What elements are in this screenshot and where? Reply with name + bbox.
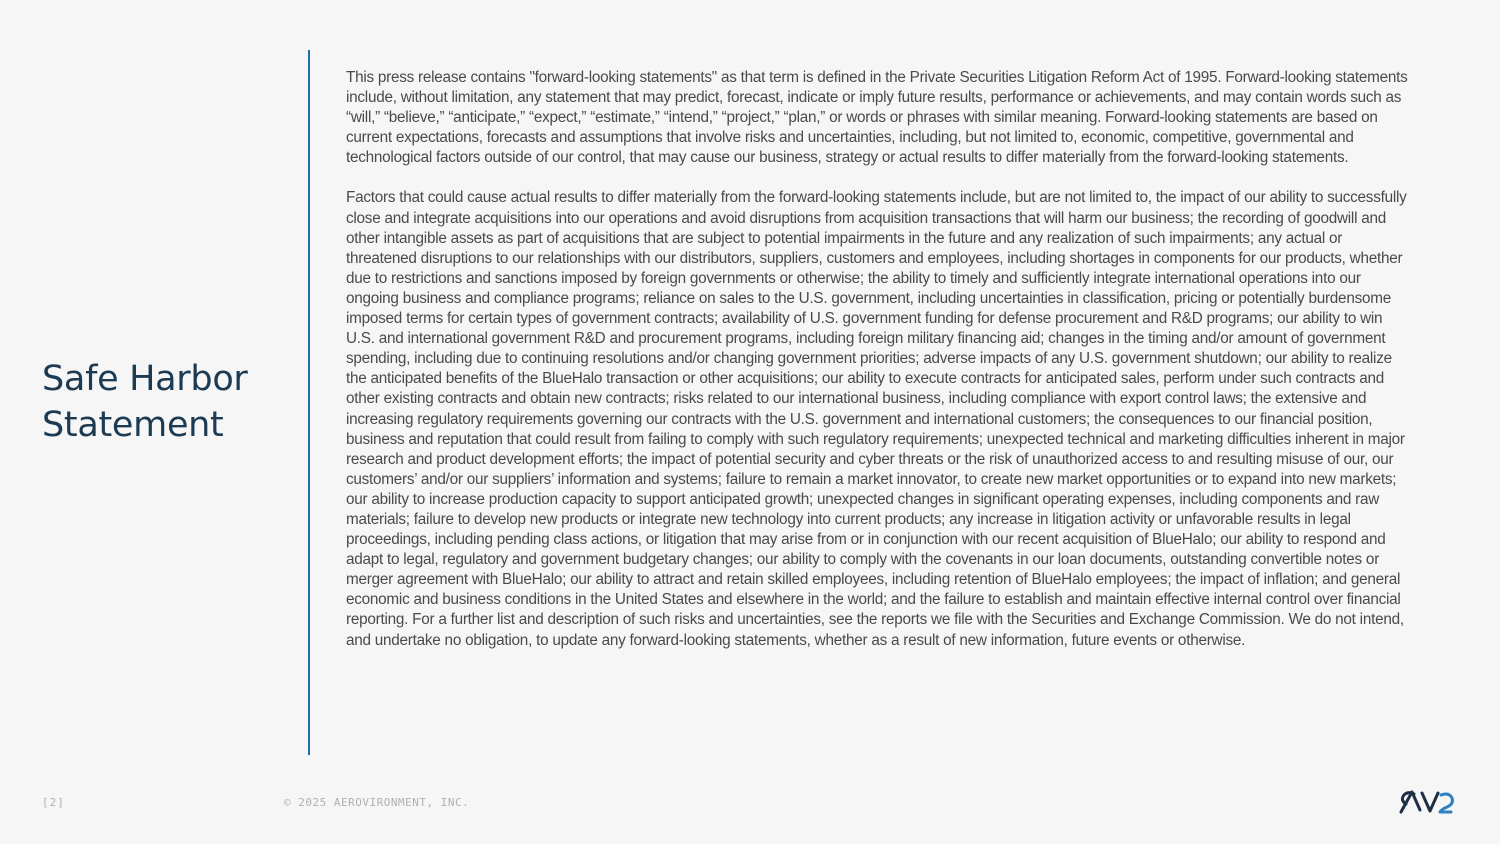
statement-paragraph-1: This press release contains "forward-looking statements" as that term is defined in the Private Securities Litigation Reform Act of 1995. Forward-looking statements include, without limitation, any statement that may predict, forecast, indicate or imply future results, performance or achievements, and may contain words such as “will,” “believe,” “anticipate,” “expect,” “estimate,” “intend,” “project,” “plan,” or words or phrases with similar meaning. Forward-looking statements are based on current expectations, forecasts and assumptions that involve risks and uncertainties, including, but not limited to, economic, competitive, governmental and technological factors outside of our control, that may cause our business, strategy or actual results to differ materially from the forward-looking statements. (346, 69, 1408, 167)
av-logo-icon (1398, 786, 1456, 818)
vertical-divider (308, 50, 310, 755)
statement-body (346, 68, 1412, 671)
slide-title (42, 356, 292, 448)
copyright-notice: © 2025 AEROVIRONMENT, INC. (284, 796, 470, 809)
slide-title-line2: Statement (42, 405, 224, 445)
statement-paragraph-2: Factors that could cause actual results to differ materially from the forward-looking statements include, but are not limited to, the impact of our ability to successfully close and integrate acquisitions into our operations and avoid disruptions from acquisition transactions that will harm our business; the recording of goodwill and other intangible assets as part of acquisitions that are subject to potential impairments in the future and any realization of such impairments; any actual or threatened disruptions to our relationships with our distributors, suppliers, customers and employees, including shortages in components for our products, whether due to restrictions and sanctions imposed by foreign governments or otherwise; the ability to timely and sufficiently integrate international operations into our ongoing business and compliance programs; reliance on sales to the U.S. government, including uncertainties in classification, pricing or potentially burdensome imposed terms for certain types of government contracts; availability of U.S. government funding for defense procurement and R&D programs; our ability to win U.S. and international government R&D and procurement programs, including foreign military financing aid; changes in the timing and/or amount of government spending, including due to continuing resolutions and/or changing government priorities; adverse impacts of any U.S. government shutdown; our ability to realize the anticipated benefits of the BlueHalo transaction or other acquisitions; our ability to execute contracts for anticipated sales, perform under such contracts and other existing contracts and obtain new contracts; risks related to our international business, including compliance with export control laws; the extensive and increasing regulatory requirements governing our contracts with the U.S. government and international customers; the consequences to our financial position, business and reputation that could result from failing to comply with such regulatory requirements; unexpected technical and marketing difficulties inherent in major research and product development efforts; the impact of potential security and cyber threats or the risk of unauthorized access to and resulting misuse of our, our customers’ and/or our suppliers’ information and systems; failure to remain a market innovator, to create new market opportunities or to expand into new markets; our ability to increase production capacity to support anticipated growth; unexpected changes in significant operating expenses, including components and raw materials; failure to develop new products or integrate new technology into current products; any increase in litigation activity or unfavorable results in legal proceedings, including pending class actions, or litigation that may arise from or in conjunction with our recent acquisition of BlueHalo; our ability to respond and adapt to legal, regulatory and government budgetary changes; our ability to comply with the covenants in our loan documents, outstanding convertible notes or merger agreement with BlueHalo; our ability to attract and retain skilled employees, including retention of BlueHalo employees; the impact of inflation; and general economic and business conditions in the United States and elsewhere in the world; and the failure to establish and maintain effective internal control over financial reporting. For a further list and description of such risks and uncertainties, see the reports we file with the Securities and Exchange Commission. We do not intend, and undertake no obligation, to update any forward-looking statements, whether as a result of new information, future events or otherwise. (346, 189, 1407, 649)
slide-title-line1: Safe Harbor (42, 359, 248, 399)
page-number: [2] (42, 796, 65, 809)
